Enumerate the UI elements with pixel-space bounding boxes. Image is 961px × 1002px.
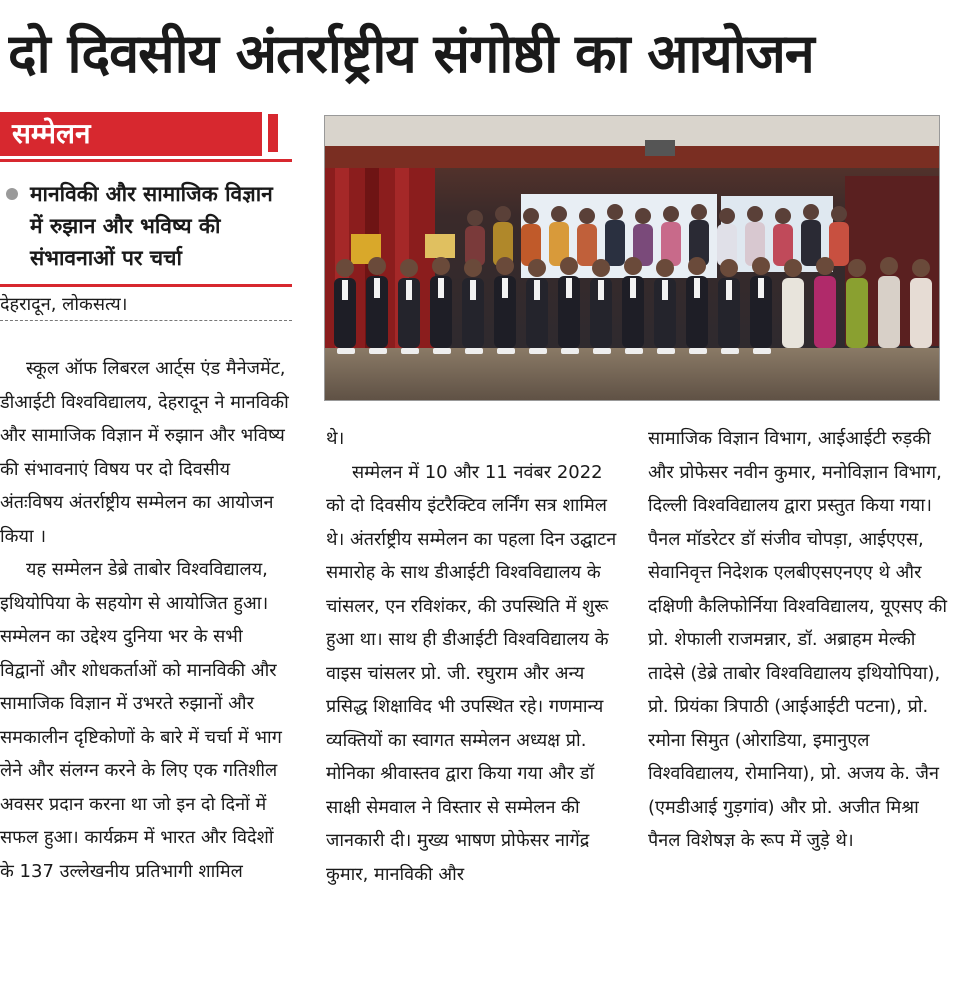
- article-paragraph: स्कूल ऑफ लिबरल आर्ट्स एंड मैनेजमेंट, डीआईटी विश्वविद्यालय, देहरादून ने मानविकी और सामाजिक विज्ञान में रुझान और भविष्य की संभावनाएं विषय पर दो दिवसीय अंतःविषय अंतर्राष्ट्रीय सम्मेलन का आयोजन किया ।: [0, 358, 289, 547]
- section-kicker: [0, 112, 292, 162]
- article-paragraph: यह सम्मेलन डेब्रे ताबोर विश्वविद्यालय, इथियोपिया के सहयोग से आयोजित हुआ। सम्मेलन का उद्देश्य दुनिया भर के सभी विद्वानों और शोधकर्ताओं को मानविकी और सामाजिक विज्ञान में उभरते रुझानों और समकालीन दृष्टिकोणों के बारे में चर्चा में भाग लेने और संलग्न करने के लिए एक गतिशील अवसर प्रदान करना था जो इन दो दिनों में सफल हुआ। कार्यक्रम में भारत और विदेशों के 137 उल्लेखनीय प्रतिभागी शामिल: [0, 559, 282, 882]
- bullet-icon: [6, 188, 18, 200]
- article-paragraph: सम्मेलन में 10 और 11 नवंबर 2022 को दो दिवसीय इंटरैक्टिव लर्निंग सत्र शामिल थे। अंतर्राष्ट्रीय सम्मेलन का पहला दिन उद्घाटन समारोह के साथ डीआईटी विश्वविद्यालय के चांसलर, एन रविशंकर, की उपस्थिति में शुरू हुआ था। साथ ही डीआईटी विश्वविद्यालय के वाइस चांसलर प्रो. जी. रघुराम और अन्य प्रसिद्ध शिक्षाविद भी उपस्थित रहे। गणमान्य व्यक्तियों का स्वागत सम्मेलन अध्यक्ष प्रो. मोनिका श्रीवास्तव द्वारा किया गया और डॉ साक्षी सेमवाल ने विस्तार से सम्मेलन की जानकारी दी। मुख्य भाषण प्रोफेसर नागेंद्र कुमार, मानविकी और: [326, 461, 617, 885]
- group-photo: [324, 115, 940, 401]
- section-kicker-label: सम्मेलन: [0, 112, 262, 156]
- dateline: देहरादून, लोकसत्य।: [0, 290, 292, 321]
- article-paragraph: थे।: [326, 428, 345, 449]
- article-column-1: [0, 352, 292, 888]
- article-column-2: [326, 422, 626, 891]
- article-paragraph: सामाजिक विज्ञान विभाग, आईआईटी रुड़की और प्रोफेसर नवीन कुमार, मनोविज्ञान विभाग, दिल्ली विश्वविद्यालय द्वारा प्रस्तुत किया गया। पैनल मॉडरेटर डॉ संजीव चोपड़ा, आईएएस, सेवानिवृत्त निदेशक एलबीएसएनएए थे और दक्षिणी कैलिफोर्निया विश्वविद्यालय, यूएसए की प्रो. शेफाली राजमन्नार, डॉ. अब्राहम मेल्की तादेसे (डेब्रे ताबोर विश्वविद्यालय इथियोपिया), प्रो. प्रियंका त्रिपाठी (आईआईटी पटना), प्रो. रमोना सिमुत (ओराडिया, इमानुएल विश्वविद्यालय, रोमानिया), प्रो. अजय के. जैन (एमडीआई गुड़गांव) और प्रो. अजीत मिश्रा पैनल विशेषज्ञ के रूप में जुड़े थे।: [648, 428, 948, 851]
- subheadline: [0, 178, 292, 278]
- subheadline-text: मानविकी और सामाजिक विज्ञान में रुझान और भविष्य की संभावनाओं पर चर्चा: [30, 182, 273, 270]
- subhead-divider: [0, 284, 292, 287]
- headline: दो दिवसीय अंतर्राष्ट्रीय संगोष्ठी का आयोजन: [8, 22, 814, 85]
- kicker-accent-bar: [268, 114, 278, 152]
- article-column-3: [648, 422, 948, 858]
- group-photo-illustration: [325, 116, 940, 401]
